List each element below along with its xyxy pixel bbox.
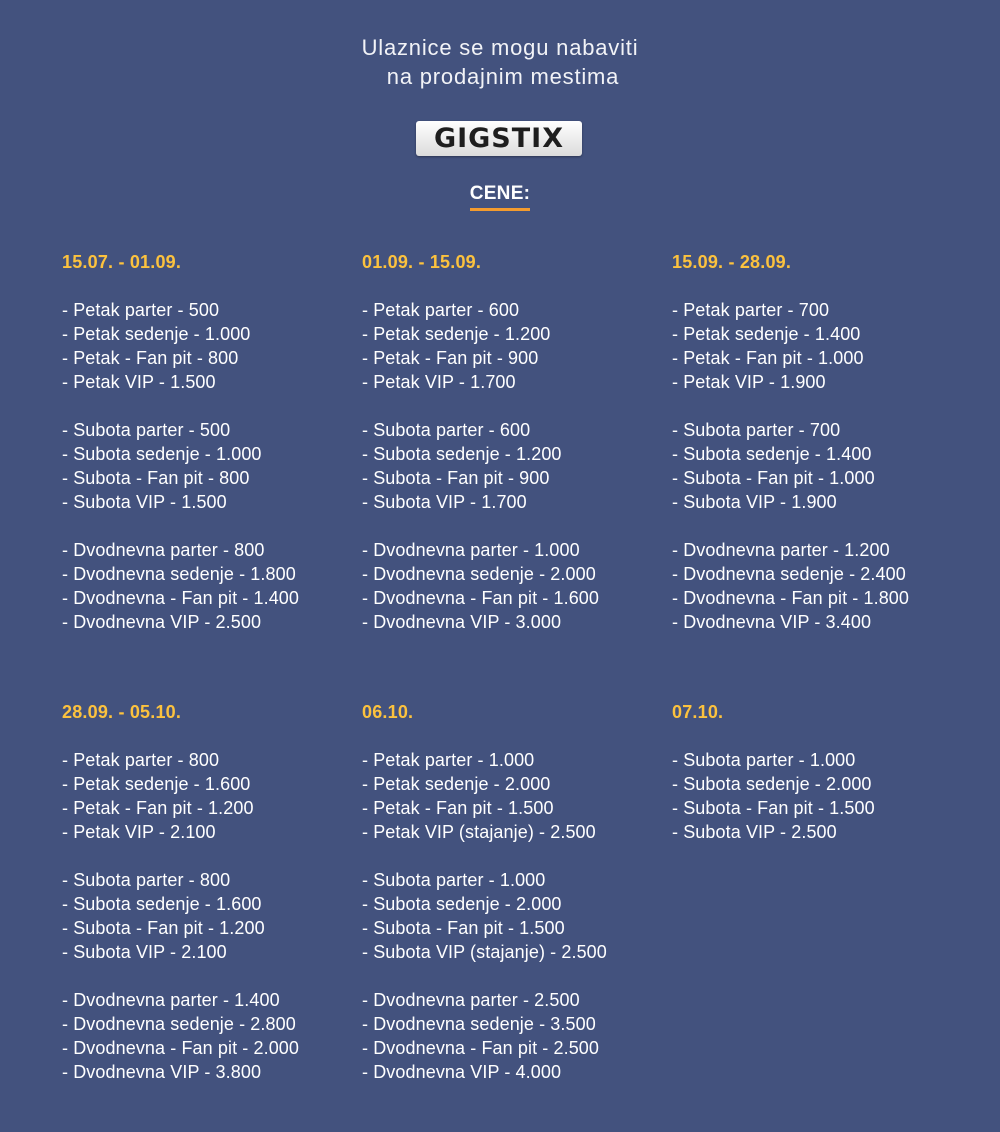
price-block-4	[62, 700, 362, 1084]
price-line: - Petak VIP - 1.700	[362, 372, 516, 392]
price-line: - Subota VIP - 1.900	[672, 492, 837, 512]
price-line: - Petak parter - 500	[62, 300, 220, 320]
price-line: - Dvodnevna VIP - 3.800	[62, 1062, 262, 1082]
price-line: - Subota sedenje - 1.600	[62, 894, 262, 914]
price-line: - Petak parter - 600	[362, 300, 520, 320]
price-line: - Dvodnevna - Fan pit - 2.500	[362, 1038, 600, 1058]
price-line: - Petak parter - 800	[62, 750, 220, 770]
price-line: - Dvodnevna parter - 1.400	[62, 990, 280, 1010]
price-line: - Petak - Fan pit - 800	[62, 348, 239, 368]
price-group	[672, 298, 972, 394]
price-line: - Dvodnevna parter - 800	[62, 540, 265, 560]
price-line: - Subota - Fan pit - 1.000	[672, 468, 875, 488]
price-block-5	[362, 700, 662, 1084]
price-line: - Petak sedenje - 2.000	[362, 774, 551, 794]
price-line: - Dvodnevna VIP - 3.400	[672, 612, 872, 632]
price-line: - Dvodnevna VIP - 4.000	[362, 1062, 562, 1082]
price-line: - Subota sedenje - 1.200	[362, 444, 562, 464]
price-line: - Subota - Fan pit - 1.500	[362, 918, 565, 938]
price-line: - Subota parter - 600	[362, 420, 531, 440]
price-line: - Dvodnevna sedenje - 2.400	[672, 564, 906, 584]
price-line: - Dvodnevna sedenje - 1.800	[62, 564, 296, 584]
price-block-1	[62, 250, 362, 634]
price-group	[362, 538, 662, 634]
intro-line-1: Ulaznice se mogu nabaviti	[361, 35, 639, 60]
price-group	[362, 418, 662, 514]
price-line: - Dvodnevna - Fan pit - 1.400	[62, 588, 300, 608]
prices-heading	[0, 183, 1000, 211]
price-line: - Dvodnevna VIP - 2.500	[62, 612, 262, 632]
price-line: - Subota parter - 1.000	[672, 750, 856, 770]
price-line: - Petak sedenje - 1.200	[362, 324, 551, 344]
price-group	[672, 748, 972, 844]
price-group	[362, 748, 662, 844]
price-line: - Petak parter - 1.000	[362, 750, 535, 770]
price-line: - Subota VIP - 1.500	[62, 492, 227, 512]
price-line: - Petak - Fan pit - 1.200	[62, 798, 254, 818]
price-group	[62, 748, 362, 844]
intro-text	[0, 33, 1000, 91]
price-line: - Subota - Fan pit - 900	[362, 468, 550, 488]
price-line: - Subota parter - 500	[62, 420, 231, 440]
price-line: - Subota sedenje - 2.000	[362, 894, 562, 914]
price-group	[62, 418, 362, 514]
price-line: - Subota parter - 700	[672, 420, 841, 440]
prices-heading-label: CENE:	[470, 183, 531, 211]
price-line: - Dvodnevna parter - 1.200	[672, 540, 890, 560]
price-line: - Subota - Fan pit - 1.500	[672, 798, 875, 818]
price-line: - Subota VIP (stajanje) - 2.500	[362, 942, 607, 962]
period-heading: 15.09. - 28.09.	[672, 252, 792, 272]
price-line: - Petak - Fan pit - 900	[362, 348, 539, 368]
price-line: - Subota sedenje - 2.000	[672, 774, 872, 794]
price-line: - Petak - Fan pit - 1.500	[362, 798, 554, 818]
price-block-2	[362, 250, 662, 634]
price-group	[672, 538, 972, 634]
price-line: - Subota parter - 800	[62, 870, 231, 890]
price-line: - Subota VIP - 1.700	[362, 492, 527, 512]
price-line: - Petak VIP - 2.100	[62, 822, 216, 842]
price-line: - Petak - Fan pit - 1.000	[672, 348, 864, 368]
price-line: - Dvodnevna sedenje - 2.000	[362, 564, 596, 584]
price-line: - Dvodnevna parter - 2.500	[362, 990, 580, 1010]
price-line: - Dvodnevna - Fan pit - 2.000	[62, 1038, 300, 1058]
price-line: - Dvodnevna VIP - 3.000	[362, 612, 562, 632]
price-line: - Subota VIP - 2.100	[62, 942, 227, 962]
logo-text: GIGSTIX	[433, 123, 565, 154]
period-heading: 28.09. - 05.10.	[62, 702, 182, 722]
price-line: - Petak VIP - 1.500	[62, 372, 216, 392]
price-line: - Subota sedenje - 1.400	[672, 444, 872, 464]
price-group	[362, 868, 662, 964]
price-line: - Petak parter - 700	[672, 300, 830, 320]
price-line: - Dvodnevna sedenje - 2.800	[62, 1014, 296, 1034]
price-group	[62, 988, 362, 1084]
price-line: - Dvodnevna - Fan pit - 1.600	[362, 588, 600, 608]
price-line: - Petak sedenje - 1.600	[62, 774, 251, 794]
price-line: - Dvodnevna sedenje - 3.500	[362, 1014, 596, 1034]
price-group	[362, 298, 662, 394]
price-line: - Dvodnevna parter - 1.000	[362, 540, 580, 560]
price-group	[62, 538, 362, 634]
price-line: - Petak sedenje - 1.400	[672, 324, 861, 344]
period-heading: 06.10.	[362, 702, 414, 722]
price-block-3	[672, 250, 972, 634]
period-heading: 01.09. - 15.09.	[362, 252, 482, 272]
price-line: - Dvodnevna - Fan pit - 1.800	[672, 588, 910, 608]
price-group	[672, 418, 972, 514]
price-line: - Subota parter - 1.000	[362, 870, 546, 890]
price-line: - Subota VIP - 2.500	[672, 822, 837, 842]
price-line: - Subota sedenje - 1.000	[62, 444, 262, 464]
price-line: - Subota - Fan pit - 800	[62, 468, 250, 488]
intro-line-2: na prodajnim mestima	[386, 64, 620, 89]
price-block-6	[672, 700, 972, 844]
price-group	[62, 298, 362, 394]
period-heading: 15.07. - 01.09.	[62, 252, 182, 272]
price-line: - Petak VIP (stajanje) - 2.500	[362, 822, 596, 842]
period-heading: 07.10.	[672, 702, 724, 722]
price-group	[362, 988, 662, 1084]
price-line: - Petak sedenje - 1.000	[62, 324, 251, 344]
gigstix-logo[interactable]	[416, 121, 582, 156]
price-line: - Petak VIP - 1.900	[672, 372, 826, 392]
price-line: - Subota - Fan pit - 1.200	[62, 918, 265, 938]
price-group	[62, 868, 362, 964]
